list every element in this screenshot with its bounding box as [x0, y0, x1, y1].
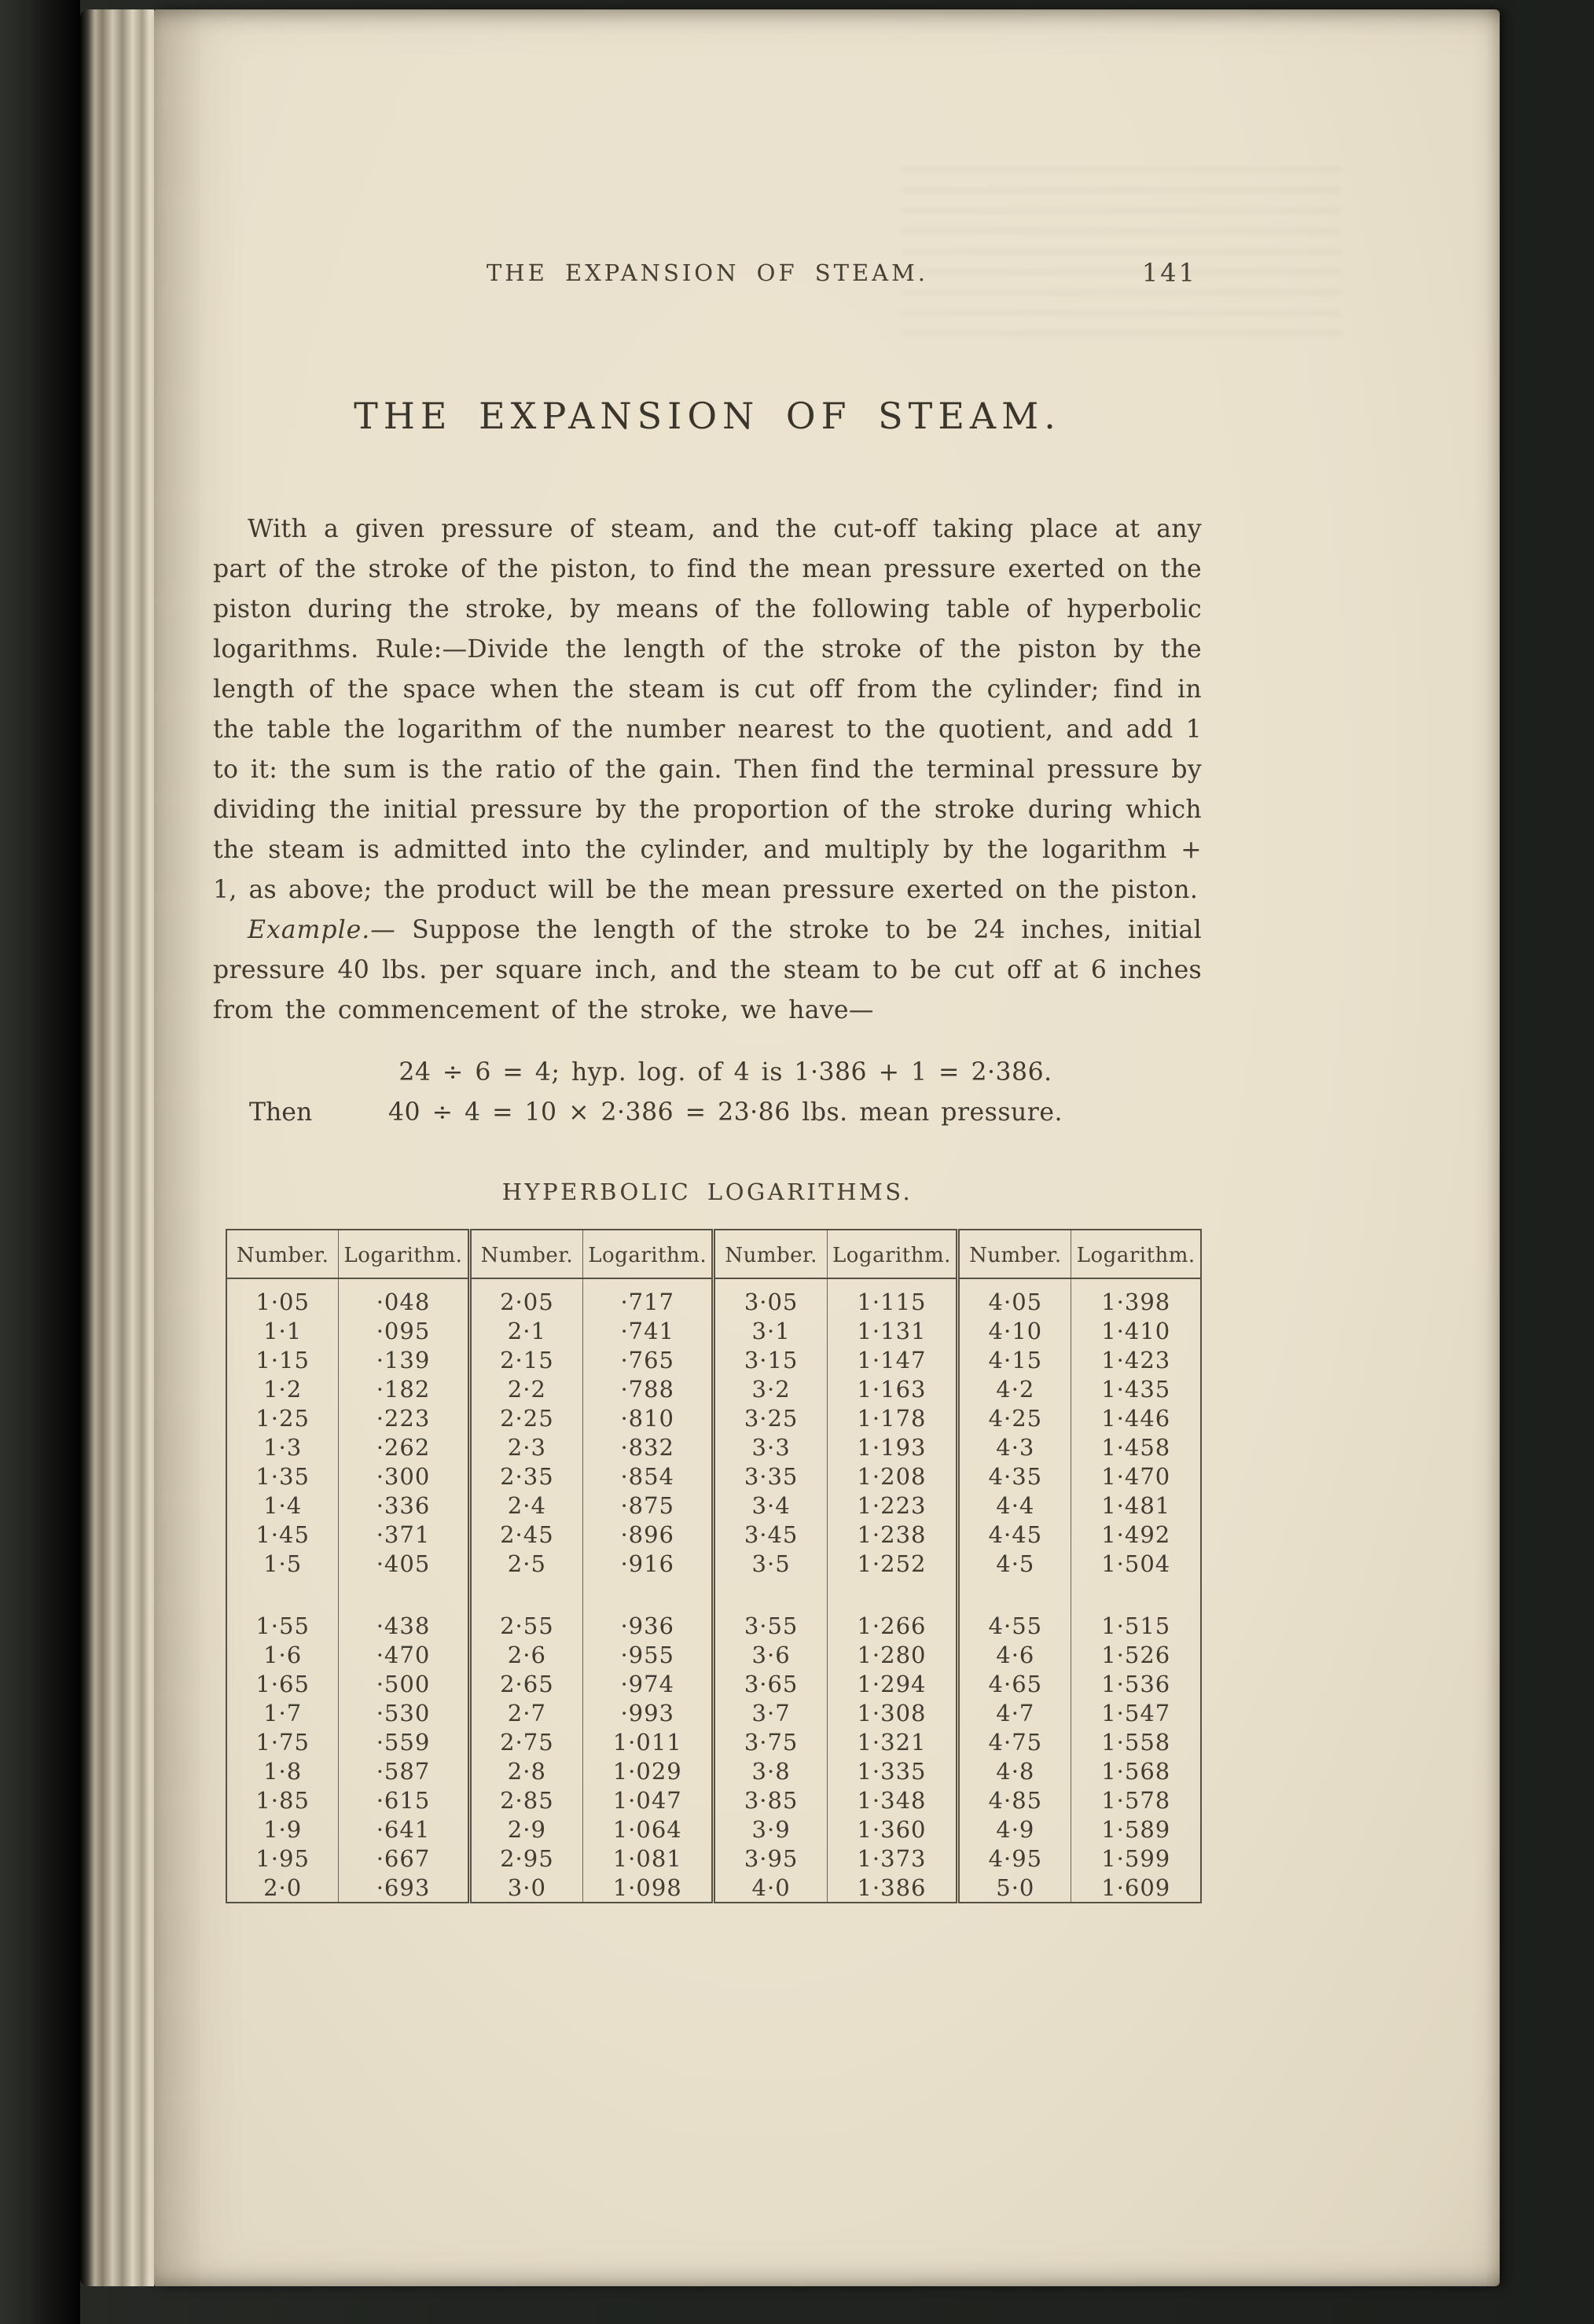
table-cell: 2·25 [469, 1403, 582, 1432]
table-cell: 1·435 [1071, 1374, 1201, 1403]
header-cell: Number. [714, 1230, 827, 1278]
table-row [226, 1549, 1201, 1578]
table-cell: 4·6 [958, 1640, 1071, 1669]
table-cell: 2·15 [469, 1345, 582, 1374]
table-row [226, 1316, 1201, 1345]
table-row [226, 1640, 1201, 1669]
table-cell: 1·7 [263, 1699, 303, 1726]
table-cell: 3·35 [714, 1462, 827, 1491]
table-cell: 1·558 [1071, 1727, 1201, 1756]
table-cell: 1·515 [1071, 1603, 1201, 1640]
table-cell: 2·2 [469, 1374, 582, 1403]
table-cell: 1·547 [1071, 1698, 1201, 1727]
paragraph-rule: With a given pressure of steam, and the cut-off taking place at any part of the stroke of the piston, to find the mean pressure exerted on the piston during the stroke, by means of the following table of hyperbolic logarithms. Rule:—Divide the length of the stroke of the piston by the length of the space when the steam is cut off from the cylinder; find in the table the logarithm of the number nearest to the quotient, and add 1 to it: the sum is the ratio of the gain. Then find the terminal pressure by dividing the initial pressure by the proportion of the stroke during which the steam is admitted into the cylinder, and multiply by the logarithm + 1, as above; the product will be the mean pressure exerted on the piston. [213, 515, 1202, 904]
table-cell: ·854 [583, 1462, 714, 1491]
table-cell: 4·45 [958, 1520, 1071, 1549]
table-cell: 1·223 [827, 1491, 957, 1520]
header-cell: Number. [469, 1230, 582, 1278]
table-cell: ·875 [583, 1491, 714, 1520]
table-cell: 1·45 [255, 1521, 310, 1548]
table-cell: 2·7 [469, 1698, 582, 1727]
table-cell: 4·35 [958, 1462, 1071, 1491]
gap-cell [714, 1578, 827, 1603]
table-cell: 3·6 [714, 1640, 827, 1669]
table-cell: 4·0 [714, 1873, 827, 1903]
table-cell: 2·3 [469, 1432, 582, 1462]
table-cell: 4·4 [958, 1491, 1071, 1520]
paragraph-example [213, 910, 1202, 1031]
table-cell: 1·308 [827, 1698, 957, 1727]
table-cell: 1·2 [263, 1375, 303, 1403]
table-cell: 1·193 [827, 1432, 957, 1462]
table-cell: 1·9 [263, 1815, 303, 1843]
running-head [213, 259, 1202, 286]
gap-cell [1071, 1578, 1201, 1603]
table-row [226, 1785, 1201, 1815]
table-row [226, 1462, 1201, 1491]
table-cell: ·048 [339, 1278, 469, 1316]
gap-cell [827, 1578, 957, 1603]
table-cell: ·916 [583, 1549, 714, 1578]
table-cell: 3·15 [714, 1345, 827, 1374]
table-cell: 2·8 [469, 1756, 582, 1785]
table-cell: 1·85 [255, 1786, 310, 1814]
table-row [226, 1432, 1201, 1462]
table-cell: 1·65 [255, 1670, 310, 1697]
table-cell: 1·1 [263, 1317, 303, 1344]
log-table-body [226, 1278, 1201, 1903]
table-cell: 3·65 [714, 1669, 827, 1698]
table-row [226, 1844, 1201, 1873]
table-row [226, 1669, 1201, 1698]
table-cell: 1·470 [1071, 1462, 1201, 1491]
table-cell: ·810 [583, 1403, 714, 1432]
table-cell: 1·410 [1071, 1316, 1201, 1345]
header-cell: Logarithm. [583, 1230, 714, 1278]
table-row [226, 1698, 1201, 1727]
table-row [226, 1520, 1201, 1549]
table-row [226, 1603, 1201, 1640]
table-cell: 1·373 [827, 1844, 957, 1873]
table-cell: 1·15 [255, 1346, 310, 1373]
table-cell: ·741 [583, 1316, 714, 1345]
table-cell: ·095 [339, 1316, 469, 1345]
table-cell: 4·2 [958, 1374, 1071, 1403]
table-cell: 2·5 [469, 1549, 582, 1578]
table-cell: 1·6 [263, 1641, 303, 1668]
table-cell: 1·599 [1071, 1844, 1201, 1873]
table-cell: 1·280 [827, 1640, 957, 1669]
table-cell: ·765 [583, 1345, 714, 1374]
table-cell: 4·5 [958, 1549, 1071, 1578]
gap-cell [226, 1578, 339, 1603]
page-edges [80, 9, 154, 2286]
table-cell: 4·9 [958, 1815, 1071, 1844]
table-cell: 1·294 [827, 1669, 957, 1698]
table-cell: ·993 [583, 1698, 714, 1727]
table-cell: 4·8 [958, 1756, 1071, 1785]
gap-cell [469, 1578, 582, 1603]
table-cell: 2·65 [469, 1669, 582, 1698]
table-cell: 1·238 [827, 1520, 957, 1549]
table-cell: 4·7 [958, 1698, 1071, 1727]
table-cell: ·693 [339, 1873, 469, 1903]
table-cell: 1·589 [1071, 1815, 1201, 1844]
table-row [226, 1491, 1201, 1520]
table-cell: 4·25 [958, 1403, 1071, 1432]
table-cell: 1·335 [827, 1756, 957, 1785]
table-cell: 2·45 [469, 1520, 582, 1549]
table-caption: HYPERBOLIC LOGARITHMS. [501, 1179, 913, 1205]
book-spine [0, 0, 80, 2324]
table-cell: 1·578 [1071, 1785, 1201, 1815]
table-cell: ·559 [339, 1727, 469, 1756]
table-cell: ·223 [339, 1403, 469, 1432]
log-table-head [226, 1230, 1201, 1278]
table-cell: 4·85 [958, 1785, 1071, 1815]
table-cell: 1·05 [255, 1288, 310, 1315]
table-cell: 1·321 [827, 1727, 957, 1756]
table-cell: 5·0 [958, 1873, 1071, 1903]
table-cell: 1·178 [827, 1403, 957, 1432]
table-row [226, 1815, 1201, 1844]
table-row [226, 1345, 1201, 1374]
table-cell: 1·252 [827, 1549, 957, 1578]
table-row [226, 1403, 1201, 1432]
page-content [213, 9, 1202, 1903]
table-cell: 4·95 [958, 1844, 1071, 1873]
table-cell: 1·609 [1071, 1873, 1201, 1903]
table-cell: 3·1 [714, 1316, 827, 1345]
then-label: Then [249, 1098, 313, 1127]
table-cell: 1·423 [1071, 1345, 1201, 1374]
table-cell: 2·55 [469, 1603, 582, 1640]
table-cell: 2·05 [469, 1278, 582, 1316]
table-cell: 2·95 [469, 1844, 582, 1873]
equation-2: 40 ÷ 4 = 10 × 2·386 = 23·86 lbs. mean pressure. [388, 1098, 1063, 1127]
table-row [226, 1278, 1201, 1316]
table-cell: 1·163 [827, 1374, 957, 1403]
table-cell: 3·9 [714, 1815, 827, 1844]
table-cell: 3·25 [714, 1403, 827, 1432]
table-cell: 1·536 [1071, 1669, 1201, 1698]
table-cell: 3·55 [714, 1603, 827, 1640]
table-row [226, 1727, 1201, 1756]
example-lead: Example.— [248, 916, 396, 944]
table-cell: 1·098 [583, 1873, 714, 1903]
table-cell: 1·458 [1071, 1432, 1201, 1462]
table-cell: 3·95 [714, 1844, 827, 1873]
table-cell: 1·75 [255, 1728, 310, 1756]
table-cell: 1·115 [827, 1278, 957, 1316]
table-cell: ·371 [339, 1520, 469, 1549]
table-cell: ·788 [583, 1374, 714, 1403]
table-cell: 4·10 [958, 1316, 1071, 1345]
gap-cell [958, 1578, 1071, 1603]
header-cell: Logarithm. [1071, 1230, 1201, 1278]
table-cell: 1·208 [827, 1462, 957, 1491]
table-cell: 4·65 [958, 1669, 1071, 1698]
gap-cell [583, 1578, 714, 1603]
table-cell: 3·4 [714, 1491, 827, 1520]
equation-1: 24 ÷ 6 = 4; hyp. log. of 4 is 1·386 + 1 = 2·386. [398, 1058, 1052, 1087]
table-cell: 4·55 [958, 1603, 1071, 1640]
table-cell: ·405 [339, 1549, 469, 1578]
table-cell: 4·3 [958, 1432, 1071, 1462]
table-cell: 3·7 [714, 1698, 827, 1727]
table-cell: 1·492 [1071, 1520, 1201, 1549]
table-cell: ·717 [583, 1278, 714, 1316]
table-cell: ·587 [339, 1756, 469, 1785]
table-cell: ·896 [583, 1520, 714, 1549]
table-cell: 1·526 [1071, 1640, 1201, 1669]
table-cell: 1·064 [583, 1815, 714, 1844]
table-cell: ·955 [583, 1640, 714, 1669]
table-cell: 1·4 [263, 1491, 303, 1519]
table-cell: ·182 [339, 1374, 469, 1403]
table-cell: 3·3 [714, 1432, 827, 1462]
table-cell: 1·011 [583, 1727, 714, 1756]
header-cell: Number. [226, 1230, 339, 1278]
table-cell: 2·75 [469, 1727, 582, 1756]
table-cell: 3·0 [469, 1873, 582, 1903]
table-cell: 4·15 [958, 1345, 1071, 1374]
book-page [154, 9, 1500, 2286]
table-cell: 2·1 [469, 1316, 582, 1345]
example-rest: Suppose the length of the stroke to be 24 inches, initial pressure 40 lbs. per square inch, and the steam to be cut off at 6 inches from the commencement of the stroke, we have— [213, 916, 1202, 1024]
equation-block [213, 1053, 1202, 1133]
table-cell: 2·85 [469, 1785, 582, 1815]
table-cell: 1·5 [263, 1550, 303, 1577]
log-table [226, 1229, 1202, 1903]
table-cell: 3·75 [714, 1727, 827, 1756]
table-cell: 1·568 [1071, 1756, 1201, 1785]
table-cell: 1·386 [827, 1873, 957, 1903]
table-row [226, 1374, 1201, 1403]
table-cell: 1·398 [1071, 1278, 1201, 1316]
table-cell: ·336 [339, 1491, 469, 1520]
table-cell: ·300 [339, 1462, 469, 1491]
page-number: 141 [1141, 258, 1197, 288]
table-cell: ·470 [339, 1640, 469, 1669]
table-cell: 3·85 [714, 1785, 827, 1815]
gap-cell [339, 1578, 469, 1603]
table-cell: ·667 [339, 1844, 469, 1873]
table-cell: 1·3 [263, 1433, 303, 1461]
table-cell: 1·446 [1071, 1403, 1201, 1432]
table-cell: ·615 [339, 1785, 469, 1815]
table-cell: ·262 [339, 1432, 469, 1462]
page-title: THE EXPANSION OF STEAM. [354, 395, 1061, 437]
table-cell: 1·266 [827, 1603, 957, 1640]
table-cell: 4·75 [958, 1727, 1071, 1756]
table-cell: 1·504 [1071, 1549, 1201, 1578]
header-cell: Logarithm. [827, 1230, 957, 1278]
table-cell: ·438 [339, 1603, 469, 1640]
table-cell: 2·6 [469, 1640, 582, 1669]
table-cell: 1·25 [255, 1404, 310, 1432]
header-cell: Number. [958, 1230, 1071, 1278]
table-cell: 4·05 [958, 1278, 1071, 1316]
table-cell: 2·0 [263, 1874, 303, 1901]
table-gap-row [226, 1578, 1201, 1603]
table-cell: ·139 [339, 1345, 469, 1374]
running-head-text: THE EXPANSION OF STEAM. [486, 259, 929, 286]
table-cell: 3·8 [714, 1756, 827, 1785]
table-cell: 3·45 [714, 1520, 827, 1549]
table-cell: 1·8 [263, 1757, 303, 1785]
table-cell: ·641 [339, 1815, 469, 1844]
table-cell: 1·348 [827, 1785, 957, 1815]
table-cell: 1·029 [583, 1756, 714, 1785]
table-cell: 1·047 [583, 1785, 714, 1815]
table-row [226, 1873, 1201, 1903]
table-row [226, 1756, 1201, 1785]
table-cell: 2·9 [469, 1815, 582, 1844]
table-cell: 3·05 [714, 1278, 827, 1316]
table-cell: 1·35 [255, 1462, 310, 1490]
table-cell: 1·481 [1071, 1491, 1201, 1520]
table-cell: 1·147 [827, 1345, 957, 1374]
table-cell: 3·2 [714, 1374, 827, 1403]
table-cell: ·530 [339, 1698, 469, 1727]
table-cell: 1·95 [255, 1844, 310, 1872]
table-cell: ·974 [583, 1669, 714, 1698]
header-cell: Logarithm. [339, 1230, 469, 1278]
table-cell: ·936 [583, 1603, 714, 1640]
table-cell: 2·4 [469, 1491, 582, 1520]
table-cell: 1·55 [255, 1612, 310, 1639]
table-cell: ·500 [339, 1669, 469, 1698]
table-cell: ·832 [583, 1432, 714, 1462]
table-cell: 1·131 [827, 1316, 957, 1345]
table-cell: 2·35 [469, 1462, 582, 1491]
table-cell: 1·360 [827, 1815, 957, 1844]
table-cell: 3·5 [714, 1549, 827, 1578]
table-cell: 1·081 [583, 1844, 714, 1873]
